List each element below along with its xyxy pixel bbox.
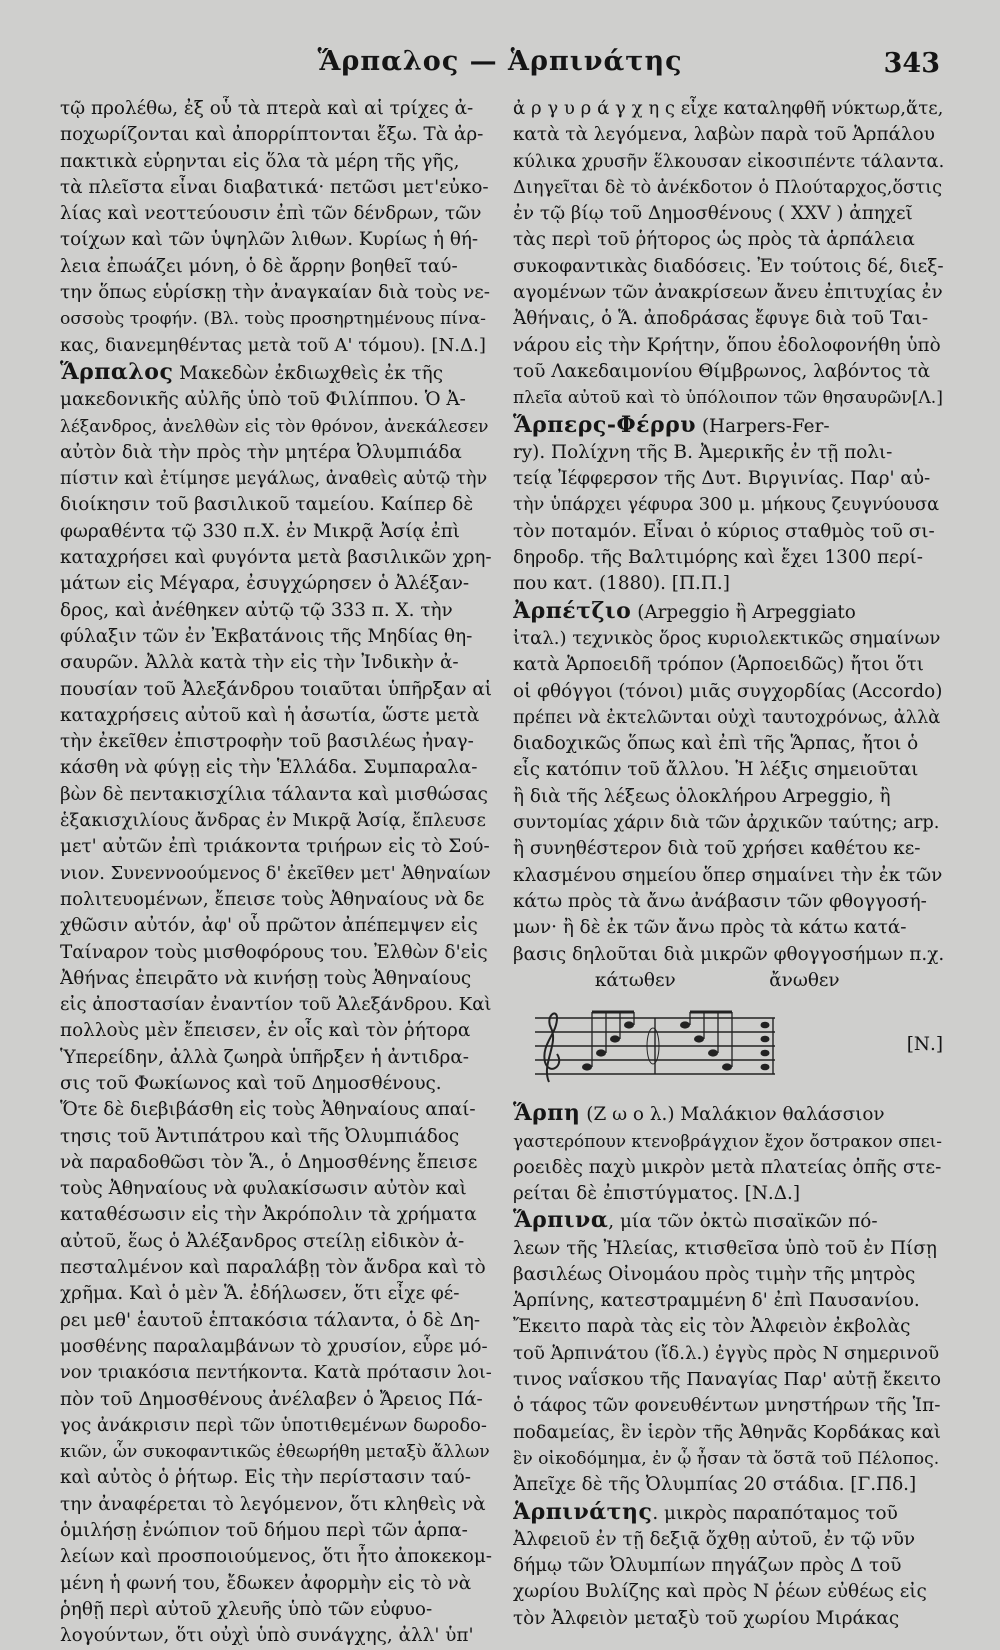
text-line: ἐν τῷ βίῳ τοῦ Δημοσθένους ( XXV ) ἀπηχεῖ [513,203,913,225]
text-line: γαστερόπουν κτενοβράγχιον ἔχον ὄστρακον σπει- [513,1131,942,1152]
text-line: φύλαξιν τῶν ἐν Ἐκβατάνοις τῆς Μηδίας θη- [60,625,473,647]
text-line: Ἅρπη (Ζ ω ο λ.) Μαλάκιον θαλάσσιον [513,1100,885,1127]
text-line: τοῦ Ἁρπινάτου (ἴδ.λ.) ἐγγὺς πρὸς Ν σημερινοῦ [513,1342,940,1364]
text-line: τῷ προλέθω, ἐξ οὗ τὰ πτερὰ καὶ αἱ τρίχες ἀ- [60,98,474,119]
text-line: ἢ διὰ τῆς λέξεως ὁλοκλήρου Arpeggio, ἢ [513,785,891,807]
text-line: αὐτὸν διὰ τὴν πρὸς τὴν μητέρα Ὀλυμπιάδα [60,441,462,463]
text-line: διαδοχικῶς ὅπως καὶ ἐπὶ τῆς Ἅρπας, ἤτοι ὁ [513,733,919,755]
text-line: ρείται δὲ ἐπιστύγματος. [Ν.Δ.] [513,1182,801,1204]
entry-headword: Ἅρπη [513,1100,581,1127]
text-line: πολιτευομένων, ἔπεισε τοὺς Ἀθηναίους νὰ δε [60,888,485,910]
text-line: κάτω πρὸς τὰ ἄνω ἀνάβασιν τῶν φθογγοσή- [513,890,927,912]
text-line: ποχωρίζονται καὶ ἀπορρίπτονται ἔξω. Τὰ ἀρ- [60,124,484,146]
text-line: οσσοὺς τροφήν. (Βλ. τοὺς προσηρτημένους πίνα- [60,309,486,330]
page-header [60,44,940,84]
text-line: κατὰ Ἁρποειδῆ τρόπον (Ἁρποειδῶς) ἤτοι ὅτι [513,654,924,676]
text-line: πουσίαν τοῦ Ἀλεξάνδρου τοιαῦται ὑπῆρξαν αἱ [60,678,492,700]
page-number: 343 [883,48,940,79]
text-line: μακεδονικῆς αὐλῆς ὑπὸ τοῦ Φιλίππου. Ὁ Ἀ- [60,389,466,411]
text-line: ἰταλ.) τεχνικὸς ὅρος κυριολεκτικῶς σημαίνων [513,627,941,649]
text-line: σαυρῶν. Ἀλλὰ κατὰ τὴν εἰς τὴν Ἰνδικὴν ἀ- [60,652,459,674]
right-column [513,96,945,1632]
text-line: Ὅτε δὲ διεβιβάσθη εἰς τοὺς Ἀθηναίους απαί- [60,1099,476,1121]
text-line: πολλοὺς μὲν ἔπεισεν, ἐν οἷς καὶ τὸν ῥήτορα [60,1020,471,1042]
text-line: δήμῳ τῶν Ὀλυμπίων πηγάζων πρὸς Δ τοῦ [513,1555,902,1577]
text-line: κάτωθεν ἄνωθεν [513,969,840,991]
text-line: αὐτοῦ, ἕως ὁ Ἀλέξανδρος στείλῃ εἰδικὸν ἀ- [60,1230,465,1252]
text-line: λογούντων, ὅτι οὐχὶ ὑπὸ συνάγχης, ἀλλ' ὑπ' [60,1625,474,1647]
text-line: τοίχων καὶ τῶν ὑψηλῶν λιθων. Κυρίως ἡ θή- [60,229,479,251]
text-line: συντομίας χάριν διὰ τῶν ἀρχικῶν ταύτης; arp. [513,812,940,834]
entry-headword: Ἀρπέτζιο [513,597,632,624]
text-line: Ἀλφειοῦ ἐν τῇ δεξιᾷ ὄχθῃ αὐτοῦ, ἐν τῷ νῦν [513,1528,916,1550]
text-line: τὴν ἐκεῖθεν ἐπιστροφὴν τοῦ βασιλέως ἠναγ- [60,731,474,753]
text-line: τὰ πλεῖστα εἶναι διαβατικά· πετῶσι μετ'εὐκο- [60,176,489,198]
text-line: λείων καὶ προσποιούμενος, ὅτι ἦτο ἀποκεκομ- [60,1546,492,1568]
text-line: ry). Πολίχνη τῆς Β. Ἀμερικῆς ἐν τῇ πολι- [513,441,893,463]
text-line: σις τοῦ Φωκίωνος καὶ τοῦ Δημοσθένους. [60,1072,442,1094]
text-line: τοὺς Ἀθηναίους νὰ φυλακίσωσιν αὐτὸν καὶ [60,1178,467,1200]
text-line: δηροδρ. τῆς Βαλτιμόρης καὶ ἔχει 1300 περί- [513,547,923,569]
text-line: λεια ἐπωάζει μόνη, ὁ δὲ ἄρρην βοηθεῖ ταύ- [60,255,458,277]
text-line: καταχρήσει καὶ φυγόντα μετὰ βασιλικῶν χρη- [60,547,492,569]
text-line: μάτων εἰς Μέγαρα, ἐσυγχώρησεν ὁ Ἀλέξαν- [60,573,470,595]
text-line: χθῶσιν αὐτόν, ἀφ' οὗ πρῶτον ἀπέπεμψεν εἰς [60,915,478,937]
right-column-upper [513,96,945,994]
text-line: μένη ἡ φωνή του, ἔδωκεν ἀφορμὴν εἰς τὸ νὰ [60,1572,472,1594]
music-signature: [Ν.] [906,1034,943,1056]
text-line: αγομένων τῶν ἀνακρίσεων ἄνευ ἐπιτυχίας ἐν [513,282,943,304]
text-line: ρει μεθ' ἑαυτοῦ ἑπτακόσια τάλαντα, ὁ δὲ Δη- [60,1309,481,1331]
text-line: εἷς κατόπιν τοῦ ἄλλου. Ἡ λέξις σημειοῦται [513,759,919,781]
text-line: κύλικα χρυσῆν ἕλκουσαν εἰκοσιπέντε τάλαντα. [513,150,945,172]
text-line: χρῆμα. Καὶ ὁ μὲν Ἅ. ἐδήλωσεν, ὅτι εἶχε φέ- [60,1283,460,1305]
text-line: κιῶν, ὧν συκοφαντικῶς ἐθεωρήθη μεταξὺ ἄλλων [60,1442,490,1463]
text-line: Ἅρπαλος Μακεδὼν ἐκδιωχθεὶς ἐκ τῆς [60,358,443,385]
text-line: βὼν δὲ πεντακισχίλια τάλαντα καὶ μισθώσας [60,783,488,805]
text-line: Ἅρπερς-Φέρρυ (Harpers-Fer- [513,411,830,438]
music-staff-figure [535,1004,775,1090]
text-line: Ἁρπινάτης. μικρὸς παραπόταμος τοῦ [513,1498,898,1525]
text-line: νιον. Συνεννοούμενος δ' ἐκεῖθεν μετ' Ἀθηναίων [60,862,491,884]
text-line: κλασμένου σημείου ὅπερ σημαίνει τὴν ἐκ τῶν [513,864,943,886]
entry-headword: Ἅρπαλος [60,358,174,385]
text-line: Ἀρπέτζιο (Arpeggio ἢ Arpeggiato [513,597,856,624]
text-line: καὶ αὐτὸς ὁ ῥήτωρ. Εἰς τὴν περίστασιν ταύ- [60,1467,471,1489]
text-line: φωραθέντα τῷ 330 π.Χ. ἐν Μικρᾷ Ἀσίᾳ ἐπὶ [60,520,460,542]
text-line: τινος ναΐσκου τῆς Παναγίας Παρ' αὐτῇ ἔκειτο [513,1369,942,1391]
text-line: κας, διανεμηθέντας μετὰ τοῦ Α' τόμου). [Ν.Δ.] [60,334,486,356]
text-line: λεων τῆς Ἠλείας, κτισθεῖσα ὑπὸ τοῦ ἐν Πίσῃ [513,1237,937,1259]
text-line: Ἀπεῖχε δὲ τῆς Ὀλυμπίας 20 στάδια. [Γ.Πδ.] [513,1474,917,1496]
entry-headword: Ἅρπερς-Φέρρυ [513,411,697,438]
text-line: λίας καὶ νεοττεύουσιν ἐπὶ τῶν δένδρων, τῶν [60,203,482,225]
left-column [60,96,492,1650]
text-line: οἱ φθόγγοι (τόνοι) μιᾶς συγχορδίας (Accordo) [513,680,943,702]
text-line: καταθέσωσιν εἰς τὴν Ἀκρόπολιν τὰ χρήματα [60,1204,477,1226]
text-line: τὸν Ἀλφειὸν μεταξὺ τοῦ χωρίου Μιράκας [513,1607,900,1629]
text-line: συκοφαντικὰς διαδόσεις. Ἐν τούτοις δέ, διεξ- [513,255,944,277]
text-line: που κατ. (1880). [Π.Π.] [513,573,730,595]
text-line: πακτικὰ εὑρηνται εἰς ὅλα τὰ μέρη τῆς γῆς, [60,150,460,172]
text-line: βασιλέως Οἰνομάου πρὸς τιμὴν τῆς μητρὸς [513,1263,916,1285]
text-line: Ὑπερείδην, ἀλλὰ ζωηρὰ ὑπῆρξεν ἡ ἀντιδρα- [60,1046,469,1068]
text-line: Ταίναρον τοὺς μισθοφόρους του. Ἐλθὼν δ'εἰς [60,941,488,963]
entry-headword: Ἅρπινα [513,1207,609,1234]
text-line: χωρίου Βυλίζης καὶ πρὸς Ν ῥέων εὐθέως εἰς [513,1581,927,1603]
text-line: ῥηθῇ περὶ αὐτοῦ χλευῆς ὑπὸ τῶν εὐφυο- [60,1598,433,1620]
text-line: κατὰ τὰ λεγόμενα, λαβὼν παρὰ τοῦ Ἁρπάλου [513,124,935,146]
text-line: ἢ συνηθέστερον διὰ τοῦ χρήσει καθέτου κε- [513,838,921,860]
text-line: λέξανδρος, ἀνελθὼν εἰς τὸν θρόνον, ἀνεκάλεσεν [60,416,489,437]
right-column-lower [513,1100,945,1632]
text-line: ποδαμείας, ἓν ἱερὸν τῆς Ἀθηνᾶς Κορδάκας καὶ [513,1421,942,1443]
text-line: Ἅρπινα, μία τῶν ὀκτὼ πισαϊκῶν πό- [513,1207,878,1234]
text-line: ὁ τάφος τῶν φονευθέντων μνηστήρων τῆς Ἱπ- [513,1395,941,1417]
text-line: Ἀθήναις, ὁ Ἅ. ἀποδράσας ἔφυγε διὰ τοῦ Ται- [513,308,929,330]
text-line: κάσθη νὰ φύγῃ εἰς τὴν Ἑλλάδα. Συμπαραλα- [60,757,478,779]
text-line: Ἔκειτο παρὰ τὰς εἰς τὸν Ἀλφειὸν ἐκβολὰς [513,1316,911,1338]
text-line: τησις τοῦ Ἀντιπάτρου καὶ τῆς Ὀλυμπιάδος [60,1125,460,1147]
text-line: τὰς περὶ τοῦ ῥήτορος ὡς πρὸς τὰ ἁρπάλεια [513,229,915,251]
text-line: μων· ἢ δὲ ἐκ τῶν ἄνω πρὸς τὰ κάτω κατά- [513,917,907,939]
text-line: διοίκησιν τοῦ βασιλικοῦ ταμείου. Καίπερ δὲ [60,494,474,516]
text-line: νάρου εἰς τὴν Κρήτην, ὅπου ἐδολοφονήθη ὑπὸ [513,334,941,356]
text-line: ἑξακισχιλίους ἄνδρας ἐν Μικρᾷ Ἀσίᾳ, ἔπλευσε [60,810,486,832]
text-line: μετ' αὐτῶν ἐπὶ τριάκοντα τριήρων εἰς τὸ Σού- [60,836,490,858]
text-line: βασις δηλοῦται διὰ μικρῶν φθογγοσήμων π.χ. [513,943,945,965]
text-line: πεσταλμένον καὶ παραλάβῃ τὸν ἄνδρα καὶ τὸ [60,1257,486,1279]
text-line: εἰς ἀποστασίαν ἐναντίον τοῦ Ἀλεξάνδρου. Καὶ [60,994,492,1016]
arpeggio-music-example [513,998,945,1094]
text-line: πὸν τοῦ Δημοσθένους ἀνέλαβεν ὁ Ἄρειος Πά- [60,1388,483,1410]
text-line: τὸν ποταμόν. Εἶναι ὁ κύριος σταθμὸς τοῦ σι- [513,520,935,542]
running-head: Ἅρπαλος — Ἁρπινάτης [317,46,683,77]
text-line: ροειδὲς παχὺ μικρὸν μετὰ πλατείας ὀπῆς στε- [513,1156,942,1178]
text-line: Ἀθήνας ἐπειρᾶτο νὰ κινήσῃ τοὺς Ἀθηναίους [60,967,472,989]
text-line: νὰ παραδοθῶσι τὸν Ἅ., ὁ Δημοσθένης ἔπεισε [60,1151,478,1173]
text-line: ἀ ρ γ υ ρ ά γ χ η ς εἶχε καταληφθῆ νύκτωρ,ἅτε, [513,98,944,119]
text-line: μοσθένης παραλαμβάνων τὸ χρυσίον, εὗρε μό- [60,1335,488,1357]
text-line: τοῦ Λακεδαιμονίου Θίμβρωνος, λαβόντος τὰ [513,360,931,382]
text-line: Διηγεῖται δὲ τὸ ἀνέκδοτον ὁ Πλούταρχος,ὅστις [513,176,943,198]
text-line: τὴν ὑπάρχει γέφυρα 300 μ. μήκους ζευγνύουσα [513,494,940,516]
entry-headword: Ἁρπινάτης [513,1498,653,1525]
text-line: πρέπει νὰ ἐκτελῶνται οὐχὶ ταυτοχρόνως, ἀλλὰ [513,706,941,728]
text-line: την ὅπως εὑρίσκῃ τὴν ἀναγκαίαν διὰ τοὺς νε- [60,282,490,304]
text-line: πλεῖα αὐτοῦ καὶ τὸ ὑπόλοιπον τῶν θησαυρῶν[Λ.] [513,388,943,409]
text-line: γος ἀνάκρισιν περὶ τῶν ὑποτιθεμένων δωροδο- [60,1414,487,1436]
text-line: νον τριακόσια πεντήκοντα. Κατὰ πρότασιν λοι- [60,1362,492,1384]
text-line: Ἁρπίνης, κατεστραμμένη δ' ἐπὶ Παυσανίου. [513,1290,920,1312]
text-line: ὁμιλήσῃ ἐνώπιον τοῦ δήμου περὶ τῶν ἁρπα- [60,1520,468,1542]
text-line: πίστιν καὶ ἐτίμησε μεγάλως, ἀναθεὶς αὐτῷ τὴν [60,468,488,490]
text-line: καταχρήσεις αὐτοῦ καὶ ἡ ἀσωτία, ὥστε μετὰ [60,704,480,726]
text-line: δρος, καὶ ἀνέθηκεν αὐτῷ τῷ 333 π. Χ. τὴν [60,599,453,621]
text-line: την ἀναφέρεται τὸ λεγόμενον, ὅτι κληθεὶς νὰ [60,1493,486,1515]
text-line: ἓν οἰκοδόμημα, ἐν ᾧ ἦσαν τὰ ὅστᾶ τοῦ Πέλοπος. [513,1448,940,1469]
text-line: τείᾳ Ἰέφφερσον τῆς Δυτ. Βιργινίας. Παρ' αὐ- [513,468,931,490]
